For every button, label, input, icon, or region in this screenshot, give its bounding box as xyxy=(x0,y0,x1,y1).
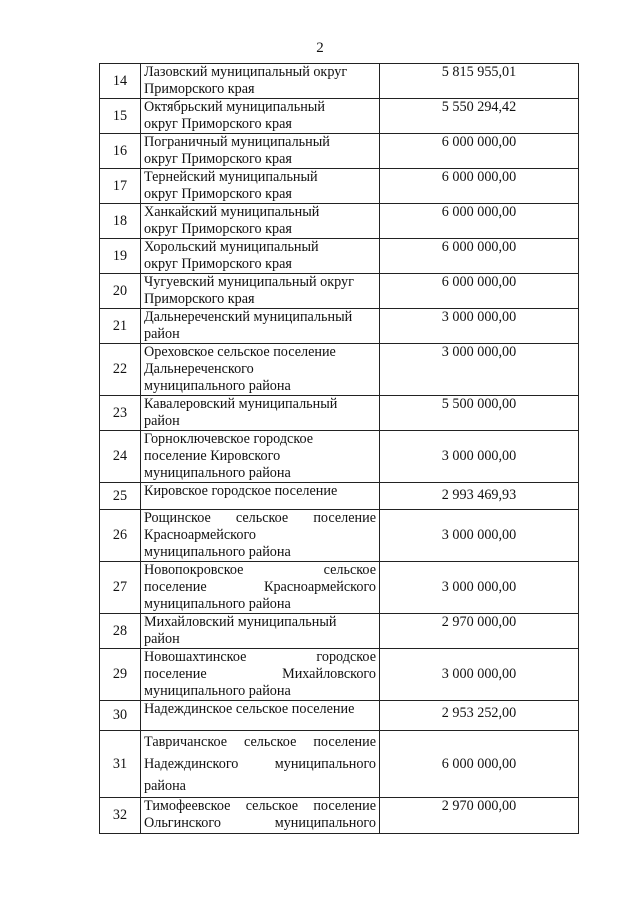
municipality-name-line: Кировское городское поселение xyxy=(144,483,338,499)
amount-value: 6 000 000,00 xyxy=(380,731,579,798)
amount-value: 3 000 000,00 xyxy=(380,649,579,701)
municipality-name-line: Михайловский муниципальный xyxy=(144,614,337,630)
municipality-name-line: Лазовский муниципальный округ xyxy=(144,64,348,80)
table-row xyxy=(100,396,579,431)
municipality-name xyxy=(141,134,380,169)
municipality-name xyxy=(141,731,380,798)
amount-value: 2 993 469,93 xyxy=(380,483,579,510)
municipality-name-line: Кавалеровский муниципальный xyxy=(144,396,338,412)
table-row xyxy=(100,344,579,396)
municipality-name xyxy=(141,510,380,562)
table-row xyxy=(100,64,579,99)
row-number: 32 xyxy=(100,798,141,834)
amount-value: 2 953 252,00 xyxy=(380,701,579,731)
municipality-name-line: муниципального района xyxy=(144,378,291,394)
municipality-name-line: Тернейский муниципальный xyxy=(144,169,318,185)
municipality-name-line: район xyxy=(144,326,180,342)
municipality-name-line: Новошахтинское городское xyxy=(144,649,376,665)
municipality-name-line: Приморского края xyxy=(144,291,255,307)
table-row xyxy=(100,562,579,614)
municipality-name-line: Тимофеевское сельское поселение xyxy=(144,798,376,814)
municipality-name-line: Рощинское сельское поселение xyxy=(144,510,376,526)
municipality-name-line: муниципального района xyxy=(144,596,291,612)
municipality-name-line: район xyxy=(144,413,180,429)
amount-value: 3 000 000,00 xyxy=(380,510,579,562)
row-number: 19 xyxy=(100,239,141,274)
amount-value: 3 000 000,00 xyxy=(380,562,579,614)
row-number: 23 xyxy=(100,396,141,431)
municipality-name-line: Горноключевское городское xyxy=(144,431,314,447)
row-number: 15 xyxy=(100,99,141,134)
amount-value: 2 970 000,00 xyxy=(380,798,579,834)
row-number: 21 xyxy=(100,309,141,344)
table-row xyxy=(100,798,579,834)
amount-value: 2 970 000,00 xyxy=(380,614,579,649)
row-number: 24 xyxy=(100,431,141,483)
amount-value: 3 000 000,00 xyxy=(380,344,579,396)
municipality-name-line: поселение Красноармейского xyxy=(144,579,376,595)
table-row xyxy=(100,431,579,483)
table-row xyxy=(100,169,579,204)
allocation-table xyxy=(99,63,579,834)
municipality-name xyxy=(141,99,380,134)
amount-value: 3 000 000,00 xyxy=(380,309,579,344)
table-row xyxy=(100,731,579,798)
municipality-name xyxy=(141,169,380,204)
row-number: 31 xyxy=(100,731,141,798)
row-number: 25 xyxy=(100,483,141,510)
municipality-name-line: Октябрьский муниципальный xyxy=(144,99,325,115)
amount-value: 5 815 955,01 xyxy=(380,64,579,99)
table-row xyxy=(100,134,579,169)
municipality-name-line: округ Приморского края xyxy=(144,221,292,237)
row-number: 30 xyxy=(100,701,141,731)
municipality-name-line: муниципального района xyxy=(144,544,291,560)
row-number: 20 xyxy=(100,274,141,309)
row-number: 22 xyxy=(100,344,141,396)
table-row xyxy=(100,239,579,274)
municipality-name-line: Надеждинского муниципального xyxy=(144,756,376,772)
row-number: 28 xyxy=(100,614,141,649)
municipality-name-line: Хорольский муниципальный xyxy=(144,239,319,255)
row-number: 14 xyxy=(100,64,141,99)
municipality-name-line: район xyxy=(144,631,180,647)
municipality-name xyxy=(141,274,380,309)
amount-value: 6 000 000,00 xyxy=(380,239,579,274)
municipality-name-line: Дальнереченского xyxy=(144,361,254,377)
municipality-name-line: Ольгинского муниципального xyxy=(144,815,376,831)
municipality-name xyxy=(141,64,380,99)
municipality-name xyxy=(141,614,380,649)
table-row xyxy=(100,649,579,701)
municipality-name-line: округ Приморского края xyxy=(144,116,292,132)
row-number: 29 xyxy=(100,649,141,701)
table-row xyxy=(100,701,579,731)
municipality-name-line: района xyxy=(144,778,186,794)
row-number: 17 xyxy=(100,169,141,204)
municipality-name-line: Чугуевский муниципальный округ xyxy=(144,274,354,290)
table-row xyxy=(100,274,579,309)
municipality-name xyxy=(141,483,380,510)
municipality-name xyxy=(141,396,380,431)
municipality-name-line: Новопокровское сельское xyxy=(144,562,376,578)
table-row xyxy=(100,309,579,344)
amount-value: 6 000 000,00 xyxy=(380,169,579,204)
page-number: 2 xyxy=(316,40,324,56)
amount-value: 6 000 000,00 xyxy=(380,134,579,169)
municipality-name xyxy=(141,798,380,834)
municipality-name xyxy=(141,239,380,274)
row-number: 18 xyxy=(100,204,141,239)
municipality-name xyxy=(141,431,380,483)
row-number: 27 xyxy=(100,562,141,614)
table-row xyxy=(100,204,579,239)
municipality-name-line: муниципального района xyxy=(144,465,291,481)
municipality-name-line: округ Приморского края xyxy=(144,151,292,167)
table-row xyxy=(100,614,579,649)
municipality-name xyxy=(141,204,380,239)
municipality-name-line: Ореховское сельское поселение xyxy=(144,344,336,360)
amount-value: 5 500 000,00 xyxy=(380,396,579,431)
municipality-name-line: Красноармейского xyxy=(144,527,257,543)
amount-value: 5 550 294,42 xyxy=(380,99,579,134)
municipality-name-line: Ханкайский муниципальный xyxy=(144,204,320,220)
row-number: 26 xyxy=(100,510,141,562)
amount-value: 6 000 000,00 xyxy=(380,204,579,239)
municipality-name-line: поселение Кировского xyxy=(144,448,281,464)
municipality-name-line: муниципального района xyxy=(144,683,291,699)
table-row xyxy=(100,510,579,562)
table-row xyxy=(100,483,579,510)
municipality-name xyxy=(141,649,380,701)
municipality-name xyxy=(141,701,380,731)
municipality-name-line: Тавричанское сельское поселение xyxy=(144,734,376,750)
municipality-name xyxy=(141,309,380,344)
amount-value: 3 000 000,00 xyxy=(380,431,579,483)
municipality-name-line: Дальнереченский муниципальный xyxy=(144,309,353,325)
municipality-name-line: округ Приморского края xyxy=(144,256,292,272)
municipality-name-line: округ Приморского края xyxy=(144,186,292,202)
municipality-name-line: Пограничный муниципальный xyxy=(144,134,330,150)
municipality-name-line: Приморского края xyxy=(144,81,255,97)
table-body xyxy=(100,64,579,834)
municipality-name-line: поселение Михайловского xyxy=(144,666,376,682)
table-row xyxy=(100,99,579,134)
row-number: 16 xyxy=(100,134,141,169)
amount-value: 6 000 000,00 xyxy=(380,274,579,309)
municipality-name xyxy=(141,562,380,614)
municipality-name xyxy=(141,344,380,396)
municipality-name-line: Надеждинское сельское поселение xyxy=(144,701,355,717)
